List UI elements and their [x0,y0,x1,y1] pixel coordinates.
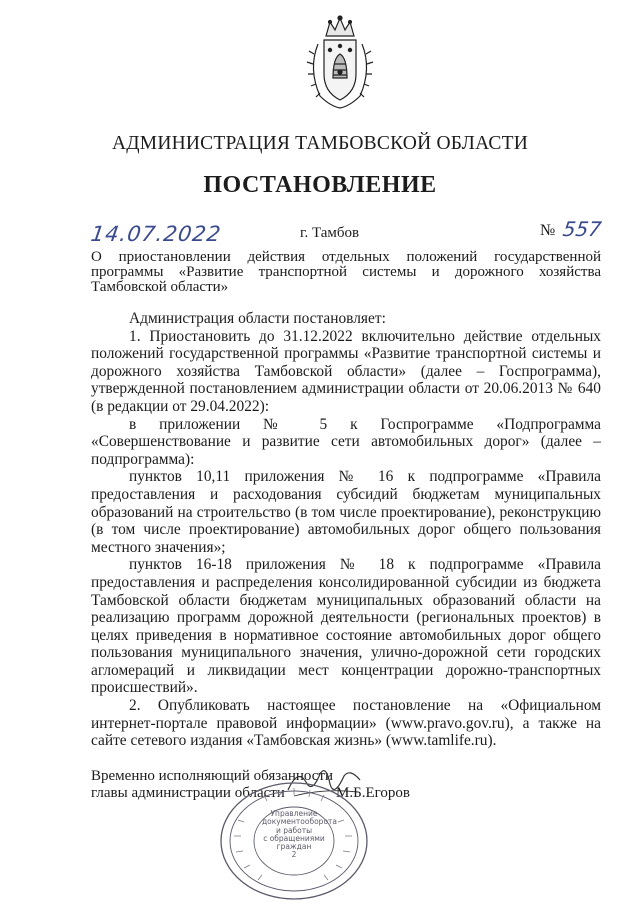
document-subject: О приостановлении действия отдельных положений государственной программы «Развитие транспортной системы и дорожного хозяйства Тамбовской области» [91,249,601,295]
document-body [91,310,601,750]
body-paragraph-3: пунктов 10,11 приложения № 16 к подпрограмме «Правила предоставления и расходования субсидий бюджетам муниципальных образований на строительство (в том числе проектирование), реконструкцию (в том числе проектирование) автомобильных дорог общего пользования местного значения»; [91,468,601,556]
organization-name: АДМИНИСТРАЦИЯ ТАМБОВСКОЙ ОБЛАСТИ [112,133,528,154]
coat-of-arms-emblem [300,14,380,112]
stamp-center-text: Управление документооборота и работы с обращениями граждан 2 [262,809,337,860]
signatory-title-line-1: Временно исполняющий обязанности [91,768,334,784]
signatory-name: М.Б.Егоров [336,785,410,801]
body-paragraph-4: пунктов 16-18 приложения № 18 к подпрограмме «Правила предоставления и распределения консолидированной субсидии из бюджета Тамбовской области бюджетам муниципальных образований области на реализацию программ дорожной деятельности (региональных проектов) в целях приведения в нормативное состояние автомобильных дорог общего пользования муниципального значения, улично-дорожной сети городских агломераций и ликвидации мест концентрации дорожно-транспортных происшествий». [91,556,601,697]
handwritten-date: 14.07.2022 [89,222,223,246]
body-paragraph-5: 2. Опубликовать настоящее постановление на «Официальном интернет-портале правовой информации» (www.pravo.gov.ru), а также на сайте сетевого издания «Тамбовская жизнь» (www.tamlife.ru). [91,697,602,750]
body-paragraph-2: в приложении № 5 к Госпрограмме «Подпрограмма «Совершенствование и развитие сети автомобильных дорог» (далее – подпрограмма): [91,415,601,468]
handwritten-document-number: 557 [561,217,603,241]
body-paragraph-1: 1. Приостановить до 31.12.2022 включительно действие отдельных положений государственной программы «Развитие транспортной системы и дорожного хозяйства Тамбовской области» (далее – Госпрограмма), утвержденной постановлением администрации области от 20.06.2013 № 640 (в редакции от 29.04.2022): [91,327,601,415]
signatory-title-line-2: главы администрации области [91,784,285,801]
document-number-label: № [540,222,556,239]
body-intro: Администрация области постановляет: [129,310,386,327]
city-label: г. Тамбов [300,225,360,241]
document-type-title: ПОСТАНОВЛЕНИЕ [203,172,437,198]
